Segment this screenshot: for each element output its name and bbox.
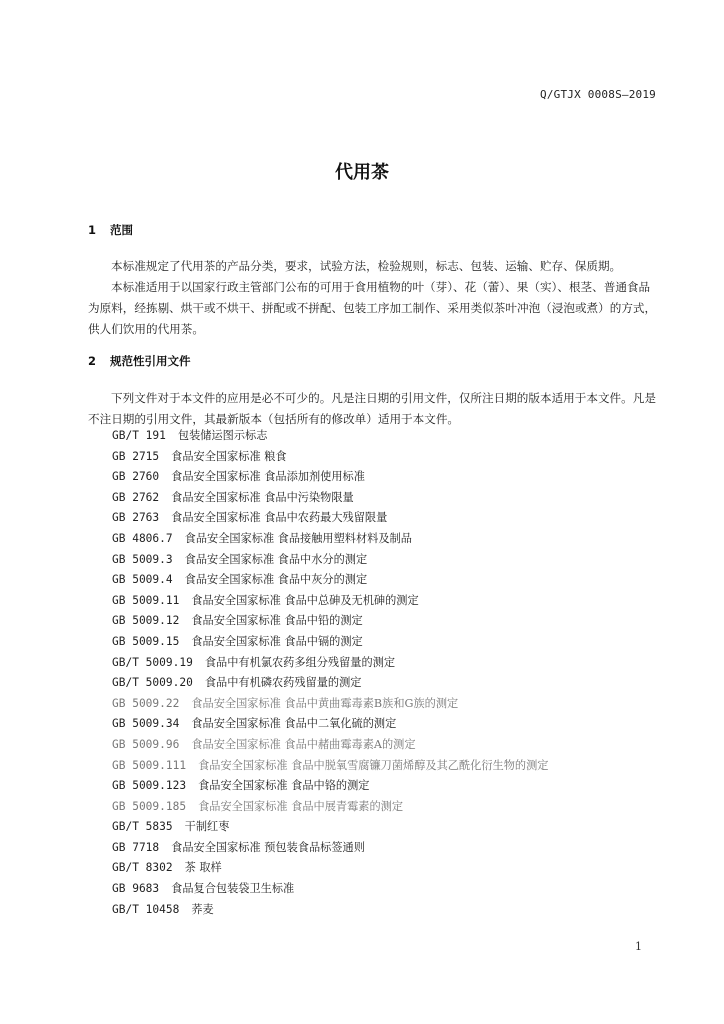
reference-title: 荞麦 <box>191 902 214 916</box>
references-intro-paragraph: 下列文件对于本文件的应用是必不可少的。凡是注日期的引用文件，仅所注日期的版本适用于本文件。凡是不注日期的引用文件，其最新版本（包括所有的修改单）适用于本文件。 <box>88 391 656 426</box>
reference-title: 食品安全国家标准 食品中灰分的测定 <box>184 573 368 587</box>
reference-title: 食品安全国家标准 食品中铅的测定 <box>191 614 363 628</box>
reference-item <box>112 570 548 591</box>
reference-item <box>112 447 548 468</box>
scope-paragraph-2: 本标准适用于以国家行政主管部门公布的可用于食用植物的叶（芽）、花（蕾）、果（实）、根茎、普通食品为原料，经拣剔、烘干或不烘干、拼配或不拼配、包装工序加工制作、采用类似茶叶冲泡（浸泡或煮）的方式，供人们饮用的代用茶。 <box>88 280 657 336</box>
reference-item <box>112 632 548 653</box>
reference-item <box>112 817 548 838</box>
reference-item <box>112 426 548 447</box>
reference-item <box>112 776 548 797</box>
reference-code: GB 5009.11 <box>112 593 180 607</box>
reference-title: 茶 取样 <box>184 861 222 875</box>
page-number: 1 <box>635 940 642 953</box>
reference-title: 食品安全国家标准 食品中镉的测定 <box>191 634 363 648</box>
reference-code: GB/T 5009.19 <box>112 655 193 669</box>
reference-code: GB 5009.4 <box>112 573 173 587</box>
reference-title: 食品中有机氯农药多组分残留量的测定 <box>204 655 396 669</box>
reference-code: GB 9683 <box>112 882 160 896</box>
reference-code: GB/T 8302 <box>112 861 173 875</box>
section-title: 规范性引用文件 <box>110 354 191 368</box>
reference-code: GB 5009.15 <box>112 634 180 648</box>
reference-code: GB/T 10458 <box>112 902 180 916</box>
reference-item <box>112 714 548 735</box>
reference-code: GB/T 5835 <box>112 820 173 834</box>
scope-paragraph-1: 本标准规定了代用茶的产品分类，要求，试验方法，检验规则，标志、包装、运输、贮存、保质期。 <box>111 259 622 273</box>
reference-title: 食品安全国家标准 食品中黄曲霉毒素B族和G族的测定 <box>191 696 459 710</box>
reference-title: 食品安全国家标准 食品中农药最大残留限量 <box>171 511 388 525</box>
reference-item <box>112 756 548 777</box>
reference-item <box>112 467 548 488</box>
reference-title: 食品安全国家标准 粮食 <box>171 449 287 463</box>
reference-title: 食品安全国家标准 食品接触用塑料材料及制品 <box>184 531 412 545</box>
reference-list <box>112 426 548 920</box>
reference-code: GB 2715 <box>112 449 160 463</box>
reference-item <box>112 735 548 756</box>
reference-title: 食品安全国家标准 食品中总砷及无机砷的测定 <box>191 593 419 607</box>
reference-title: 食品安全国家标准 预包装食品标签通则 <box>171 840 365 854</box>
reference-title: 食品复合包装袋卫生标准 <box>171 882 295 896</box>
section-title: 范围 <box>110 223 134 237</box>
reference-code: GB 2762 <box>112 490 160 504</box>
reference-code: GB 5009.111 <box>112 758 187 772</box>
reference-code: GB 5009.185 <box>112 799 187 813</box>
reference-code: GB 4806.7 <box>112 531 173 545</box>
reference-item <box>112 879 548 900</box>
reference-item <box>112 591 548 612</box>
reference-item <box>112 673 548 694</box>
reference-code: GB 5009.22 <box>112 696 180 710</box>
reference-item <box>112 858 548 879</box>
reference-code: GB/T 191 <box>112 429 166 442</box>
reference-code: GB 5009.34 <box>112 717 180 731</box>
section-number: 2 <box>88 354 97 368</box>
reference-title: 食品安全国家标准 食品中铬的测定 <box>198 779 370 793</box>
reference-code: GB 2763 <box>112 511 160 525</box>
reference-item <box>112 797 548 818</box>
reference-title: 食品安全国家标准 食品中赭曲霉毒素A的测定 <box>191 737 416 751</box>
document-title: 代用茶 <box>335 162 389 183</box>
reference-title: 食品安全国家标准 食品添加剂使用标准 <box>171 470 365 484</box>
reference-title: 食品安全国家标准 食品中水分的测定 <box>184 552 368 566</box>
reference-item <box>112 694 548 715</box>
reference-title: 食品安全国家标准 食品中污染物限量 <box>171 490 354 504</box>
reference-code: GB 7718 <box>112 840 160 854</box>
reference-code: GB 5009.96 <box>112 737 180 751</box>
reference-item <box>112 653 548 674</box>
reference-title: 包装储运图示标志 <box>177 429 268 442</box>
reference-item <box>112 508 548 529</box>
reference-code: GB 5009.3 <box>112 552 173 566</box>
reference-title: 食品安全国家标准 食品中脱氧雪腐镰刀菌烯醇及其乙酰化衍生物的测定 <box>198 758 549 772</box>
reference-title: 食品安全国家标准 食品中二氧化硫的测定 <box>191 717 397 731</box>
reference-code: GB 5009.12 <box>112 614 180 628</box>
reference-code: GB/T 5009.20 <box>112 676 193 690</box>
reference-code: GB 2760 <box>112 470 160 484</box>
reference-title: 食品中有机磷农药残留量的测定 <box>204 676 362 690</box>
section-heading-scope <box>88 222 133 238</box>
reference-item <box>112 550 548 571</box>
section-number: 1 <box>88 223 97 237</box>
section-heading-normative-references <box>88 353 191 369</box>
reference-item <box>112 529 548 550</box>
reference-item <box>112 488 548 509</box>
reference-item <box>112 611 548 632</box>
reference-item <box>112 900 548 921</box>
reference-item <box>112 838 548 859</box>
reference-title: 食品安全国家标准 食品中展青霉素的测定 <box>198 799 404 813</box>
standard-code: Q/GTJX 0008S—2019 <box>540 88 656 101</box>
reference-title: 干制红枣 <box>184 820 230 834</box>
reference-code: GB 5009.123 <box>112 779 187 793</box>
